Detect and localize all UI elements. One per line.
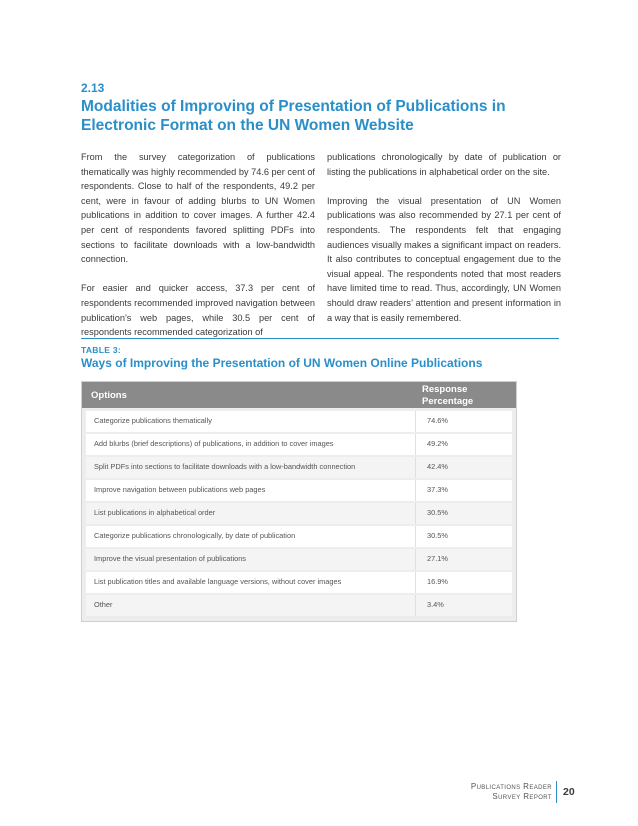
column-separator — [415, 549, 416, 570]
row-value: 49.2% — [427, 439, 448, 448]
row-option: Categorize publications thematically — [94, 416, 212, 425]
table-title: Ways of Improving the Presentation of UN Women Online Publications — [81, 356, 483, 370]
row-option: List publication titles and available language versions, without cover images — [94, 577, 342, 586]
section-title: Modalities of Improving of Presentation of Publications in Electronic Format on the UN Women Website — [81, 98, 506, 134]
column-separator — [415, 595, 416, 616]
body-column-left — [81, 150, 315, 354]
row-option: List publications in alphabetical order — [94, 508, 216, 517]
body-paragraph: publications chronologically by date of publication or listing the publications in alphabetical order on the site. — [327, 152, 561, 177]
row-value: 27.1% — [427, 554, 448, 563]
column-separator — [415, 480, 416, 501]
row-value: 30.5% — [427, 531, 448, 540]
column-separator — [415, 457, 416, 478]
page-number: 20 — [563, 786, 575, 798]
row-value: 37.3% — [427, 485, 448, 494]
row-value: 74.6% — [427, 416, 448, 425]
table-row — [86, 595, 512, 616]
body-paragraph: Improving the visual presentation of UN Women publications was also recommended by 27.1 per cent of respondents. The respondents felt that engaging audiences visually makes a significant impact on readers. It also contributes to conceptual engagement due to the visual appeal. The respondents noted that most readers have limited time to read. Thus, accordingly, UN Women should draw readers’ attention and present information in a way that is easily remembered. — [327, 195, 561, 323]
row-value: 30.5% — [427, 508, 448, 517]
row-option: Split PDFs into sections to facilitate downloads with a low-bandwidth connection — [94, 462, 356, 471]
body-paragraph: From the survey categorization of publications thematically was highly recommended by 74.6 per cent of respondents. Close to half of the respondents, 49.2 per cent, were in favour of adding blurbs to UN Women publications in addition to cover images. A further 42.4 per cent of respondents favored splitting PDFs into sections to facilitate downloads with a low-bandwidth connection. — [81, 152, 315, 265]
table-label: TABLE 3: — [81, 345, 122, 355]
response-table — [81, 381, 517, 622]
header-options: Options — [91, 390, 127, 401]
table-row — [86, 572, 512, 593]
column-separator — [415, 434, 416, 455]
header-response-percentage: Response Percentage — [422, 384, 474, 407]
table-row — [86, 526, 512, 547]
body-paragraph: For easier and quicker access, 37.3 per cent of respondents recommended improved navigation between publication’s web pages, while 30.5 per cent of respondents recommended categorization of — [81, 283, 315, 338]
row-option: Improve the visual presentation of publications — [94, 554, 247, 563]
column-separator — [415, 503, 416, 524]
column-separator — [415, 411, 416, 432]
footer-divider — [556, 781, 557, 803]
row-value: 16.9% — [427, 577, 448, 586]
footer-line: Publications Reader — [470, 782, 552, 791]
table-row — [86, 411, 512, 432]
column-separator — [415, 572, 416, 593]
table-row — [86, 549, 512, 570]
section-divider — [81, 338, 559, 339]
footer-report-title — [471, 782, 552, 802]
table-row — [86, 503, 512, 524]
section-number: 2.13 — [81, 81, 105, 95]
footer-line: Survey Report — [492, 792, 552, 801]
row-option: Categorize publications chronologically, by date of publication — [94, 531, 296, 540]
row-option: Add blurbs (brief descriptions) of publications, in addition to cover images — [94, 439, 334, 448]
row-option: Improve navigation between publications web pages — [94, 485, 266, 494]
row-value: 3.4% — [427, 600, 444, 609]
body-column-right — [327, 150, 561, 340]
table-header — [82, 382, 516, 408]
column-separator — [415, 526, 416, 547]
row-option: Other — [94, 600, 113, 609]
table-row — [86, 434, 512, 455]
row-value: 42.4% — [427, 462, 448, 471]
table-row — [86, 480, 512, 501]
table-row — [86, 457, 512, 478]
